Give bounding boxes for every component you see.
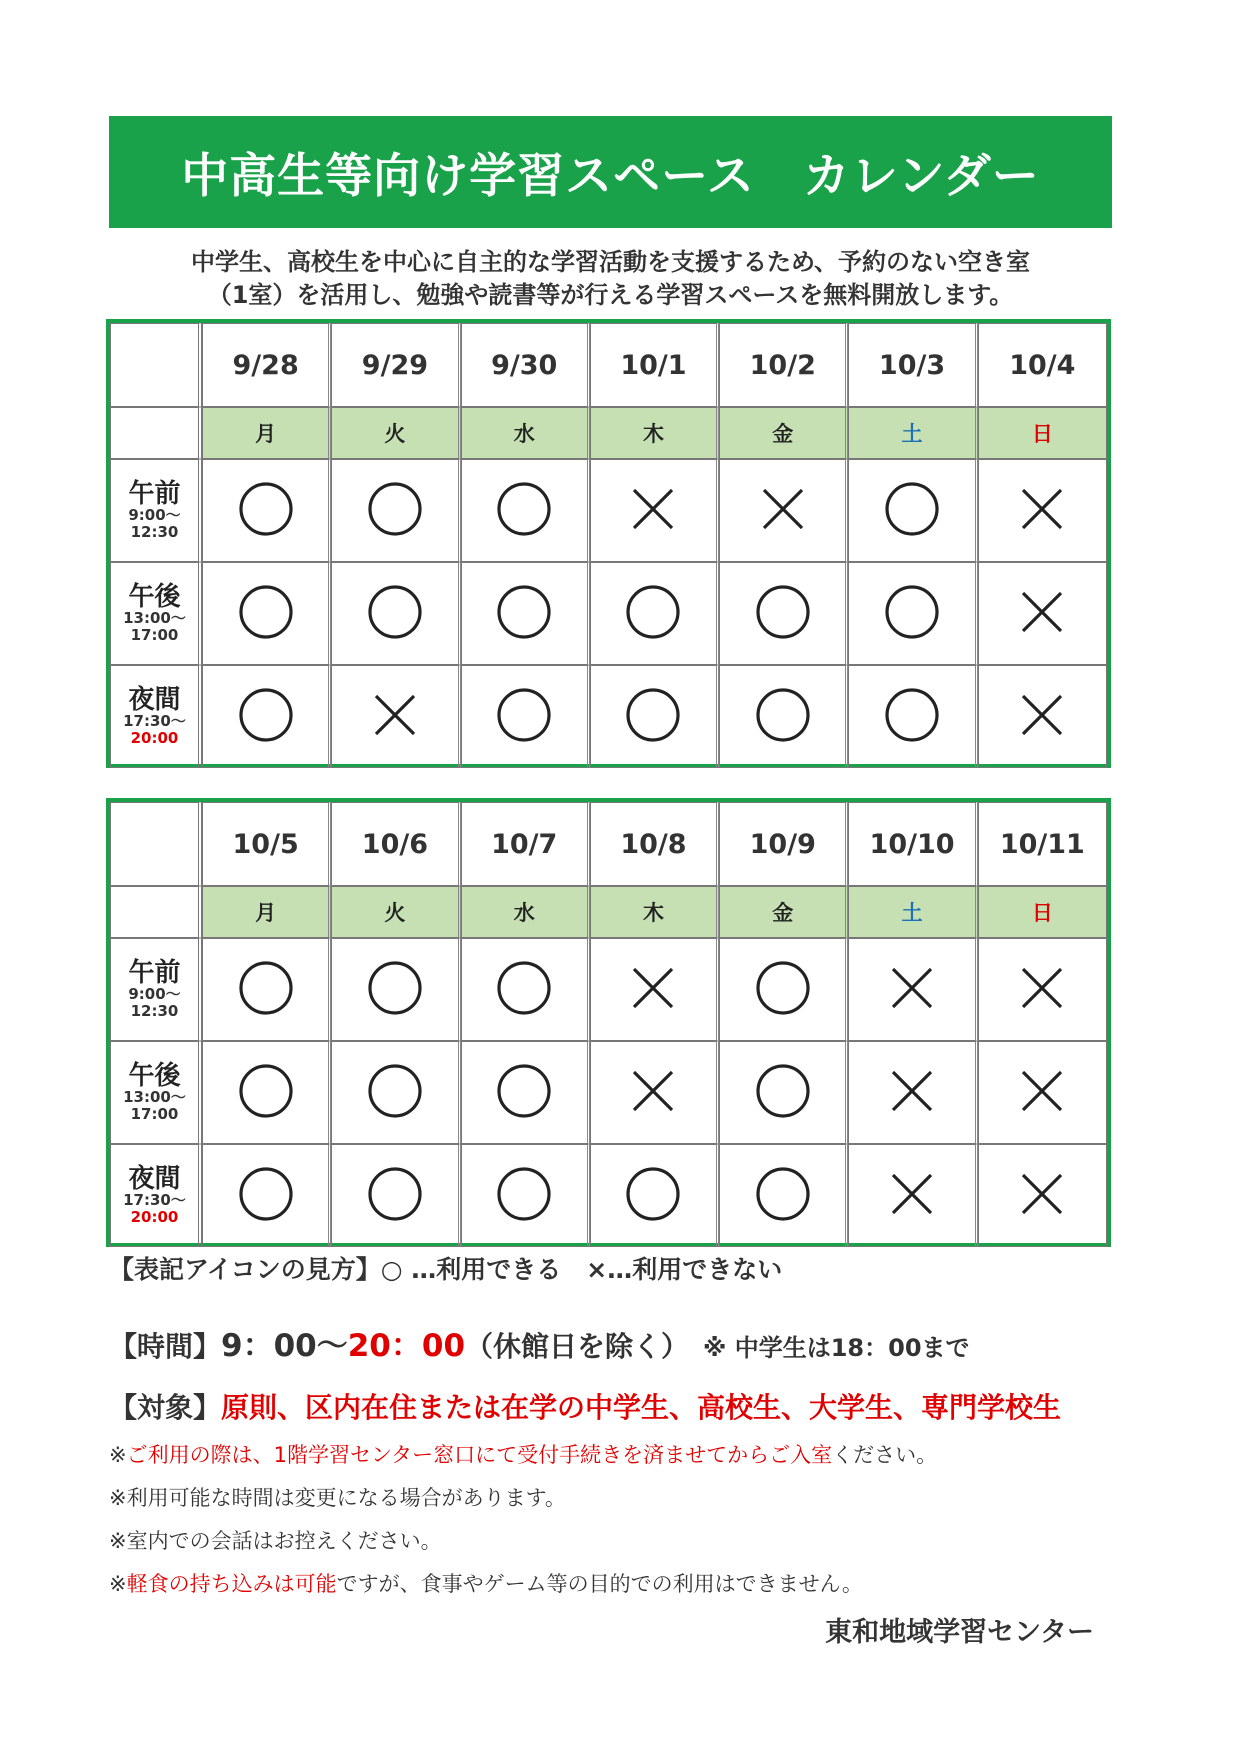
corner-cell xyxy=(110,802,202,886)
date-header: 10/6 xyxy=(331,802,460,886)
target-line xyxy=(109,1386,1061,1426)
unavailable-cross-icon xyxy=(623,479,683,539)
available-circle-icon xyxy=(365,958,425,1018)
note-text: 室内での会話はお控えください。 xyxy=(126,1529,442,1553)
availability-cell xyxy=(331,1041,460,1144)
note-item xyxy=(109,1440,937,1483)
availability-cell xyxy=(202,1041,331,1144)
calendar-week-2 xyxy=(106,798,1111,1247)
available-circle-icon xyxy=(753,1061,813,1121)
slot-time-start: 13:00〜 xyxy=(123,608,186,627)
hours-start: 9：00〜 xyxy=(221,1328,348,1364)
availability-cell xyxy=(590,938,719,1041)
weekday-header: 火 xyxy=(331,407,460,459)
date-header: 10/1 xyxy=(590,323,719,407)
calendar-week-1 xyxy=(106,319,1111,768)
date-header: 10/11 xyxy=(978,802,1107,886)
date-row xyxy=(110,802,1107,886)
slot-label xyxy=(110,562,202,665)
availability-cell xyxy=(331,562,460,665)
availability-cell xyxy=(719,938,848,1041)
availability-cell xyxy=(978,459,1107,562)
available-circle-icon xyxy=(494,582,554,642)
availability-cell xyxy=(331,1144,460,1247)
slot-time-start: 17:30〜 xyxy=(123,711,186,730)
hours-end: 20：00 xyxy=(347,1328,466,1364)
slot-label xyxy=(110,1144,202,1247)
note-prefix: ※ xyxy=(109,1443,127,1467)
available-circle-icon xyxy=(494,1061,554,1121)
note-item xyxy=(109,1483,937,1526)
center-name: 東和地域学習センター xyxy=(825,1617,1094,1648)
unavailable-cross-icon xyxy=(365,685,425,745)
date-row xyxy=(110,323,1107,407)
availability-cell xyxy=(978,665,1107,768)
page-title: 中高生等向け学習スペース カレンダー xyxy=(109,116,1112,228)
hours-line xyxy=(109,1320,970,1365)
slot-time-end: 12:30 xyxy=(130,1001,179,1020)
available-circle-icon xyxy=(365,582,425,642)
available-circle-icon xyxy=(494,685,554,745)
available-circle-icon xyxy=(882,685,942,745)
note-text: ください。 xyxy=(832,1443,938,1467)
availability-cell xyxy=(590,1041,719,1144)
availability-cell xyxy=(461,938,590,1041)
unavailable-cross-icon xyxy=(882,1164,942,1224)
availability-cell xyxy=(202,562,331,665)
availability-cell xyxy=(461,1144,590,1247)
weekday-header: 月 xyxy=(202,886,331,938)
availability-cell xyxy=(202,938,331,1041)
slot-row xyxy=(110,938,1107,1041)
date-header: 10/4 xyxy=(978,323,1107,407)
date-header: 10/5 xyxy=(202,802,331,886)
intro-text xyxy=(109,246,1112,312)
intro-line-2: （1室）を活用し、勉強や読書等が行える学習スペースを無料開放します。 xyxy=(207,281,1014,309)
corner-cell xyxy=(110,407,202,459)
note-text: 利用可能な時間は変更になる場合があります。 xyxy=(126,1486,566,1510)
available-circle-icon xyxy=(623,685,683,745)
unavailable-cross-icon xyxy=(1012,1164,1072,1224)
corner-cell xyxy=(110,323,202,407)
weekday-header: 土 xyxy=(848,886,977,938)
unavailable-cross-icon xyxy=(1012,958,1072,1018)
unavailable-cross-icon xyxy=(1012,1061,1072,1121)
availability-cell xyxy=(848,1144,977,1247)
slot-row xyxy=(110,459,1107,562)
notes-list xyxy=(109,1440,937,1612)
date-header: 9/30 xyxy=(461,323,590,407)
note-highlight: 軽食の持ち込みは可能 xyxy=(126,1572,337,1596)
date-header: 10/9 xyxy=(719,802,848,886)
slot-label xyxy=(110,665,202,768)
availability-cell xyxy=(461,459,590,562)
slot-time-start: 13:00〜 xyxy=(123,1087,186,1106)
available-circle-icon xyxy=(236,685,296,745)
slot-name: 夜間 xyxy=(128,1163,181,1194)
unavailable-cross-icon xyxy=(1012,479,1072,539)
unavailable-cross-icon xyxy=(882,1061,942,1121)
available-circle-icon xyxy=(753,1164,813,1224)
unavailable-cross-icon xyxy=(1012,582,1072,642)
available-circle-icon xyxy=(236,958,296,1018)
slot-time-start: 17:30〜 xyxy=(123,1190,186,1209)
weekday-header: 金 xyxy=(719,886,848,938)
availability-cell xyxy=(590,562,719,665)
weekday-header: 水 xyxy=(461,886,590,938)
date-header: 10/7 xyxy=(461,802,590,886)
availability-cell xyxy=(848,665,977,768)
weekday-header: 月 xyxy=(202,407,331,459)
availability-cell xyxy=(848,1041,977,1144)
available-circle-icon xyxy=(494,1164,554,1224)
availability-cell xyxy=(978,1144,1107,1247)
weekday-header: 木 xyxy=(590,407,719,459)
unavailable-cross-icon xyxy=(753,479,813,539)
availability-cell xyxy=(590,665,719,768)
unavailable-cross-icon xyxy=(623,1061,683,1121)
note-prefix: ※ xyxy=(109,1529,127,1553)
weekday-header: 火 xyxy=(331,886,460,938)
target-label: 【対象】 xyxy=(109,1391,222,1424)
slot-label xyxy=(110,459,202,562)
available-circle-icon xyxy=(365,1164,425,1224)
hours-note: ※ 中学生は18：00まで xyxy=(703,1334,970,1362)
unavailable-cross-icon xyxy=(882,958,942,1018)
availability-cell xyxy=(848,938,977,1041)
slot-time-start: 9:00〜 xyxy=(128,984,181,1003)
slot-name: 午後 xyxy=(128,1060,181,1091)
note-highlight: ご利用の際は、1階学習センター窓口にて受付手続きを済ませてからご入室 xyxy=(126,1443,833,1467)
availability-cell xyxy=(719,1041,848,1144)
slot-time-end: 20:00 xyxy=(130,728,179,747)
weekday-row xyxy=(110,886,1107,938)
availability-cell xyxy=(461,665,590,768)
availability-cell xyxy=(590,459,719,562)
slot-row xyxy=(110,665,1107,768)
slot-label xyxy=(110,938,202,1041)
note-text: ですが、食事やゲーム等の目的での利用はできません。 xyxy=(336,1572,863,1596)
unavailable-cross-icon xyxy=(1012,685,1072,745)
target-text: 原則、区内在住または在学の中学生、高校生、大学生、専門学校生 xyxy=(221,1391,1062,1424)
date-header: 10/10 xyxy=(848,802,977,886)
slot-row xyxy=(110,562,1107,665)
availability-cell xyxy=(331,938,460,1041)
availability-cell xyxy=(461,1041,590,1144)
intro-line-1: 中学生、高校生を中心に自主的な学習活動を支援するため、予約のない空き室 xyxy=(190,248,1031,276)
availability-cell xyxy=(202,665,331,768)
available-circle-icon xyxy=(882,479,942,539)
note-prefix: ※ xyxy=(109,1572,127,1596)
slot-name: 午前 xyxy=(128,957,181,988)
available-circle-icon xyxy=(623,1164,683,1224)
unavailable-cross-icon xyxy=(623,958,683,1018)
slot-time-end: 17:00 xyxy=(130,625,179,644)
available-circle-icon xyxy=(882,582,942,642)
availability-cell xyxy=(719,459,848,562)
icon-legend: 【表記アイコンの見方】○ …利用できる ×…利用できない xyxy=(109,1255,783,1284)
slot-time-end: 20:00 xyxy=(130,1207,179,1226)
weekday-header: 水 xyxy=(461,407,590,459)
availability-cell xyxy=(202,1144,331,1247)
hours-suffix: （休館日を除く） xyxy=(465,1330,690,1363)
available-circle-icon xyxy=(365,479,425,539)
weekday-header: 日 xyxy=(978,407,1107,459)
available-circle-icon xyxy=(494,479,554,539)
slot-time-start: 9:00〜 xyxy=(128,505,181,524)
date-header: 10/8 xyxy=(590,802,719,886)
corner-cell xyxy=(110,886,202,938)
available-circle-icon xyxy=(623,582,683,642)
calendar-table xyxy=(110,323,1107,768)
availability-cell xyxy=(978,1041,1107,1144)
date-header: 9/29 xyxy=(331,323,460,407)
availability-cell xyxy=(202,459,331,562)
slot-row xyxy=(110,1144,1107,1247)
available-circle-icon xyxy=(753,958,813,1018)
date-header: 9/28 xyxy=(202,323,331,407)
availability-cell xyxy=(719,562,848,665)
available-circle-icon xyxy=(753,582,813,642)
availability-cell xyxy=(978,938,1107,1041)
availability-cell xyxy=(719,665,848,768)
weekday-header: 日 xyxy=(978,886,1107,938)
available-circle-icon xyxy=(494,958,554,1018)
availability-cell xyxy=(461,562,590,665)
availability-cell xyxy=(719,1144,848,1247)
slot-name: 夜間 xyxy=(128,684,181,715)
slot-name: 午後 xyxy=(128,581,181,612)
note-item xyxy=(109,1526,937,1569)
available-circle-icon xyxy=(236,582,296,642)
weekday-header: 木 xyxy=(590,886,719,938)
availability-cell xyxy=(331,459,460,562)
slot-name: 午前 xyxy=(128,478,181,509)
weekday-row xyxy=(110,407,1107,459)
available-circle-icon xyxy=(365,1061,425,1121)
availability-cell xyxy=(848,459,977,562)
slot-time-end: 17:00 xyxy=(130,1104,179,1123)
availability-cell xyxy=(848,562,977,665)
slot-time-end: 12:30 xyxy=(130,522,179,541)
slot-row xyxy=(110,1041,1107,1144)
availability-cell xyxy=(978,562,1107,665)
note-item xyxy=(109,1569,937,1612)
available-circle-icon xyxy=(753,685,813,745)
date-header: 10/2 xyxy=(719,323,848,407)
weekday-header: 土 xyxy=(848,407,977,459)
slot-label xyxy=(110,1041,202,1144)
available-circle-icon xyxy=(236,1061,296,1121)
hours-label: 【時間】 xyxy=(109,1330,222,1363)
date-header: 10/3 xyxy=(848,323,977,407)
available-circle-icon xyxy=(236,1164,296,1224)
availability-cell xyxy=(331,665,460,768)
available-circle-icon xyxy=(236,479,296,539)
availability-cell xyxy=(590,1144,719,1247)
calendar-table xyxy=(110,802,1107,1247)
weekday-header: 金 xyxy=(719,407,848,459)
note-prefix: ※ xyxy=(109,1486,127,1510)
